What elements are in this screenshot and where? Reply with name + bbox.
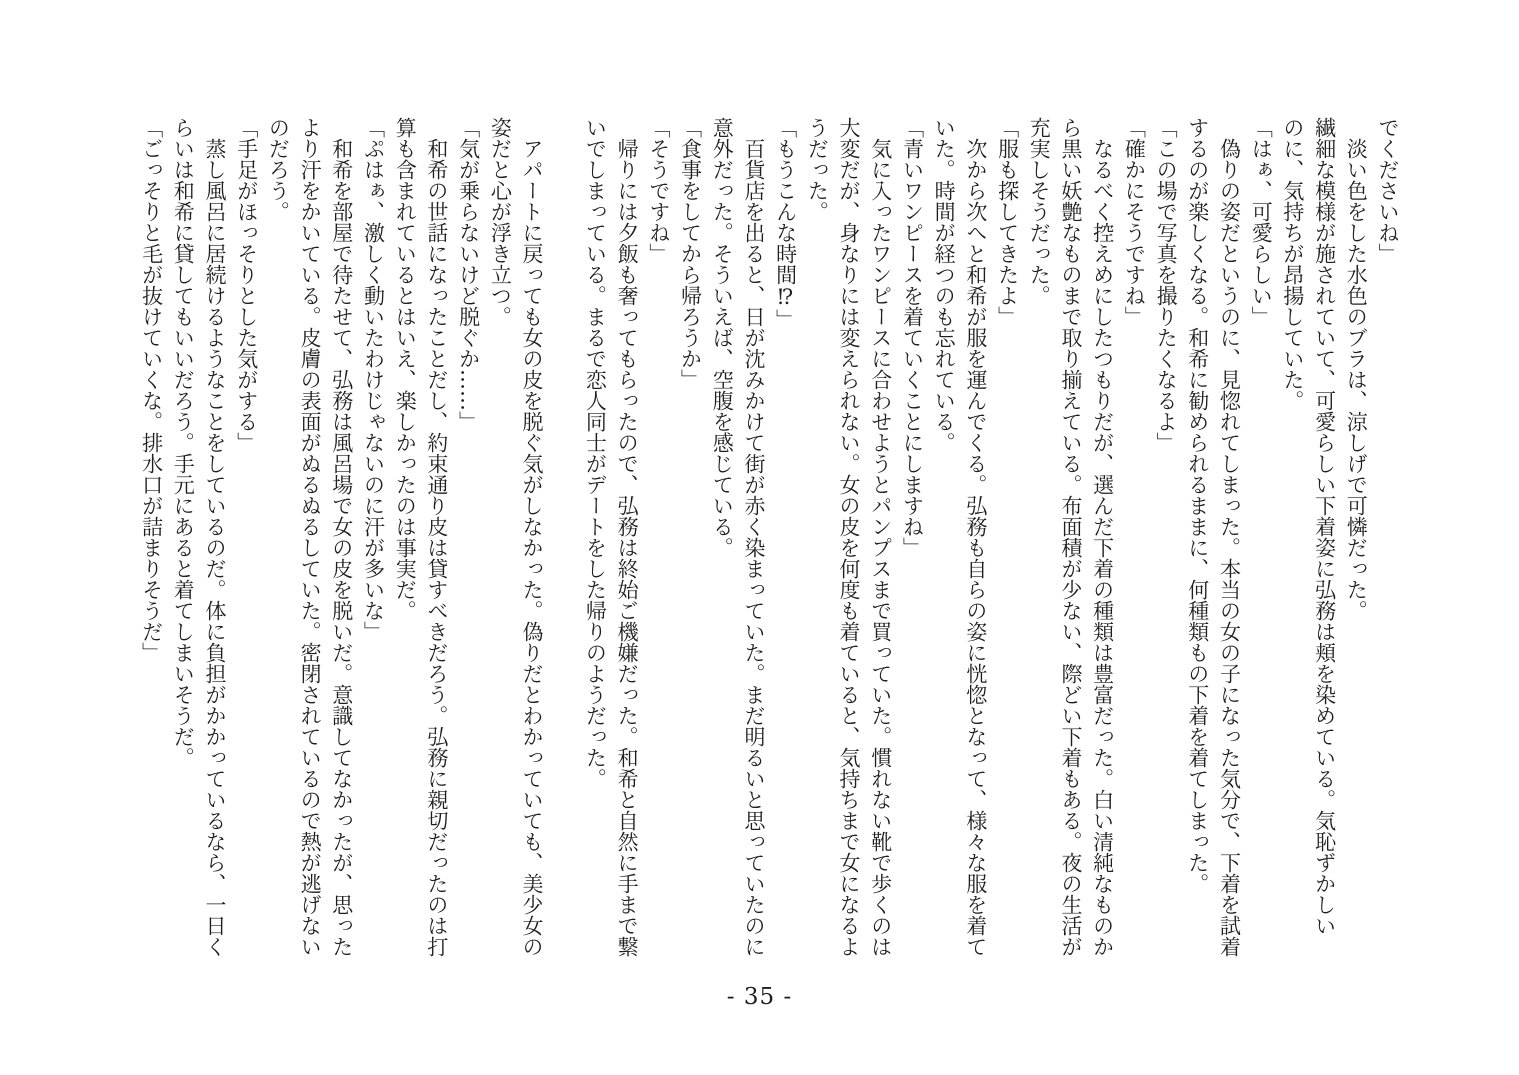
text-line: うだった。 (805, 117, 830, 222)
text-line: 蒸し風呂に居続けるようなことをしているのだ。体に負担がかかっているなら、一日く (202, 117, 227, 957)
text-line: 和希を部屋で待たせて、弘務は風呂場で女の皮を脱いだ。意識してなかったが、思った (329, 117, 354, 957)
text-line: でくださいね」 (1376, 117, 1400, 264)
text-line: 気に入ったワンピースに合わせようとパンプスまで買っていた。慣れない靴で歩くのは (868, 117, 893, 957)
text-line: 「この場で写真を撮りたくなるよ」 (1154, 117, 1179, 453)
text-line: 「服も探してきたよ」 (995, 117, 1020, 327)
text-line: 「そうですね」 (646, 117, 671, 264)
page-number: - 35 - (726, 984, 793, 1010)
text-line: 和希の世話になったことだし、約束通り皮は貸すべきだろう。弘務に親切だったのは打 (424, 117, 449, 957)
text-line: 意外だった。そういえば、空腹を感じている。 (710, 117, 735, 558)
text-line: 「気が乗らないけど脱ぐか……」 (456, 117, 481, 432)
text-line: 姿だと心が浮き立つ。 (488, 117, 513, 327)
text-line: 大変だが、身なりには変えられない。女の皮を何度も着ていると、気持ちまで女になるよ (837, 117, 862, 957)
text-line: 「青いワンピースを着ていくことにしますね」 (900, 117, 925, 558)
text-line: 淡い色をした水色のブラは、涼しげで可憐だった。 (1344, 117, 1369, 621)
text-line: 繊細な模様が施されていて、可愛らしい下着姿に弘務は頬を染めている。気恥ずかしい (1312, 117, 1337, 936)
text-line: 偽りの姿だというのに、見惚れてしまった。本当の女の子になった気分で、下着を試着 (1217, 117, 1242, 957)
text-line: なるべく控えめにしたつもりだが、選んだ下着の種類は豊富だった。白い清純なものか (1090, 117, 1115, 957)
text-line: 帰りには夕飯も奢ってもらったので、弘務は終始ご機嫌だった。和希と自然に手まで繋 (615, 117, 640, 957)
text-line: のに、気持ちが昂揚していた。 (1280, 117, 1305, 411)
text-line: 算も含まれているとはいえ、楽しかったのは事実だ。 (393, 117, 418, 621)
text-line: 「もうこんな時間⁉」 (773, 117, 798, 330)
text-line: より汗をかいている。皮膚の表面がぬるぬるしていた。密閉されているので熱が逃げない (298, 117, 323, 957)
text-line: するのが楽しくなる。和希に勧められるままに、何種類もの下着を着てしまった。 (1185, 117, 1210, 894)
text-line: 「手足がほっそりとした気がする」 (234, 117, 259, 453)
text-line: 「はぁ、可愛らしい」 (1249, 117, 1274, 327)
text-line: 「食事をしてから帰ろうか」 (678, 117, 703, 390)
text-line: 次から次へと和希が服を運んでくる。弘務も自らの姿に恍惚となって、様々な服を着て (963, 117, 988, 957)
text-line: いた。時間が経つのも忘れている。 (932, 117, 957, 453)
text-line: のだろう。 (266, 117, 291, 222)
text-line: 百貨店を出ると、日が沈みかけて街が赤く染まっていた。まだ明るいと思っていたのに (741, 117, 766, 957)
text-line: らいは和希に貸してもいいだろう。手元にあると着てしまいそうだ。 (171, 117, 196, 768)
text-line: いでしまっている。まるで恋人同士がデートをした帰りのようだった。 (583, 117, 608, 789)
text-line: 「確かにそうですね」 (1122, 117, 1147, 327)
text-line: 「ごっそりと毛が抜けていくな。排水口が詰まりそうだ」 (139, 117, 164, 663)
text-line: ら黒い妖艶なものまで取り揃えている。布面積が少ない、際どい下着もある。夜の生活が (1058, 117, 1083, 957)
text-line: 充実しそうだった。 (1027, 117, 1052, 306)
text-line: 「ぷはぁ、激しく動いたわけじゃないのに汗が多いな」 (361, 117, 386, 642)
blank-line (547, 117, 579, 962)
vertical-text-body (135, 117, 1403, 962)
text-line: アパートに戻っても女の皮を脱ぐ気がしなかった。偽りだとわかっていても、美少女の (520, 117, 545, 957)
